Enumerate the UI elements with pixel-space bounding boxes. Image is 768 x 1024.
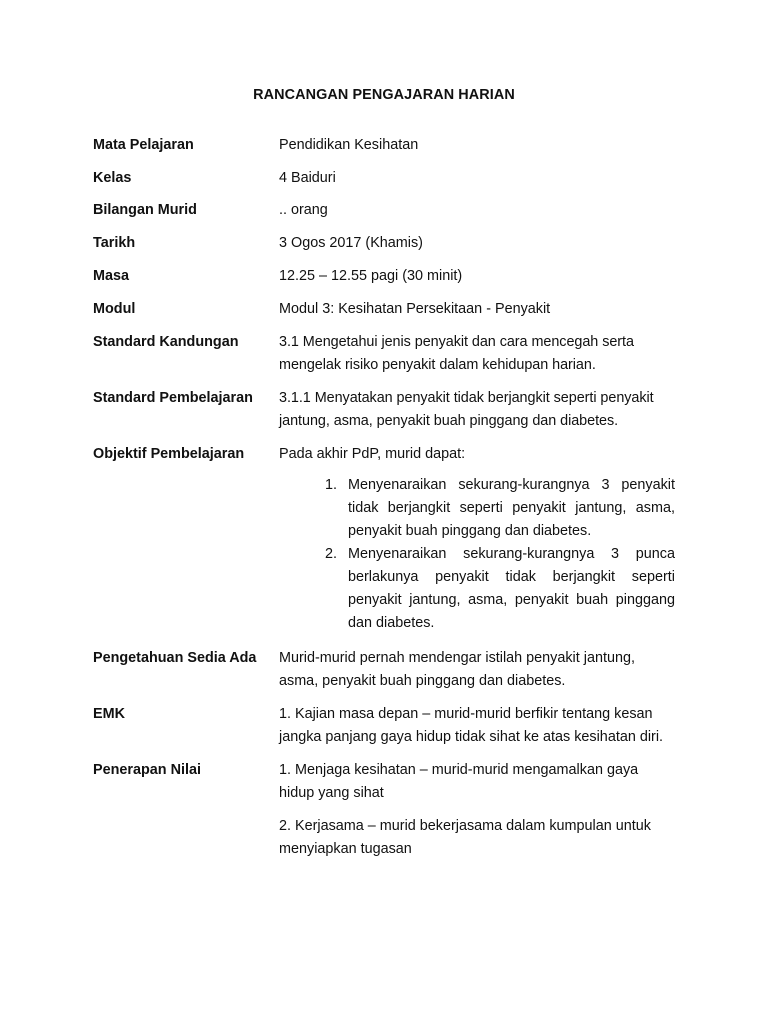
field-label: Modul	[93, 301, 136, 317]
objectives-list	[321, 474, 675, 635]
field-label: Tarikh	[93, 235, 136, 251]
field-value: 3.1 Mengetahui jenis penyakit dan cara mencegah serta mengelak risiko penyakit dalam kehidupan harian.	[279, 334, 634, 373]
field-value: .. orang	[279, 202, 328, 218]
document-title: RANCANGAN PENGAJARAN HARIAN	[253, 87, 515, 103]
field-value: 12.25 – 12.55 pagi (30 minit)	[279, 268, 463, 284]
nilai-item-2: 2. Kerjasama – murid bekerjasama dalam kumpulan untuk menyiapkan tugasan	[279, 818, 651, 857]
objective-text: Menyenaraikan sekurang-kurangnya 3 penyakit tidak berjangkit seperti penyakit jantung, asma, penyakit buah pinggang dan diabetes.	[348, 477, 675, 539]
field-label: Masa	[93, 268, 129, 284]
field-value: 3.1.1 Menyatakan penyakit tidak berjangkit seperti penyakit jantung, asma, penyakit buah pinggang dan diabetes.	[279, 390, 654, 429]
field-label: Kelas	[93, 170, 132, 186]
field-label: EMK	[93, 706, 125, 722]
field-value: 1. Kajian masa depan – murid-murid berfikir tentang kesan jangka panjang gaya hidup tidak sihat ke atas kesihatan diri.	[279, 706, 664, 745]
field-label: Standard Kandungan	[93, 334, 239, 350]
objective-item	[321, 543, 675, 635]
field-value: 1. Menjaga kesihatan – murid-murid mengamalkan gaya hidup yang sihat	[279, 762, 639, 801]
field-value: Pada akhir PdP, murid dapat:	[279, 446, 466, 462]
field-label: Standard Pembelajaran	[93, 390, 253, 406]
objective-item	[321, 474, 675, 543]
field-value: 4 Baiduri	[279, 170, 336, 186]
objective-number: 1.	[325, 477, 338, 493]
field-label: Penerapan Nilai	[93, 762, 201, 778]
field-value: Modul 3: Kesihatan Persekitaan - Penyakit	[279, 301, 551, 317]
objective-number: 2.	[325, 546, 338, 562]
field-label: Bilangan Murid	[93, 202, 197, 218]
field-label: Mata Pelajaran	[93, 137, 194, 153]
field-value: 3 Ogos 2017 (Khamis)	[279, 235, 423, 251]
field-label: Pengetahuan Sedia Ada	[93, 650, 257, 666]
field-value: Murid-murid pernah mendengar istilah penyakit jantung, asma, penyakit buah pinggang dan diabetes.	[279, 650, 635, 689]
objective-text: Menyenaraikan sekurang-kurangnya 3 punca berlakunya penyakit tidak berjangkit seperti penyakit jantung, asma, penyakit buah pinggang dan diabetes.	[348, 546, 675, 631]
field-value: Pendidikan Kesihatan	[279, 137, 419, 153]
field-label: Objektif Pembelajaran	[93, 446, 245, 462]
